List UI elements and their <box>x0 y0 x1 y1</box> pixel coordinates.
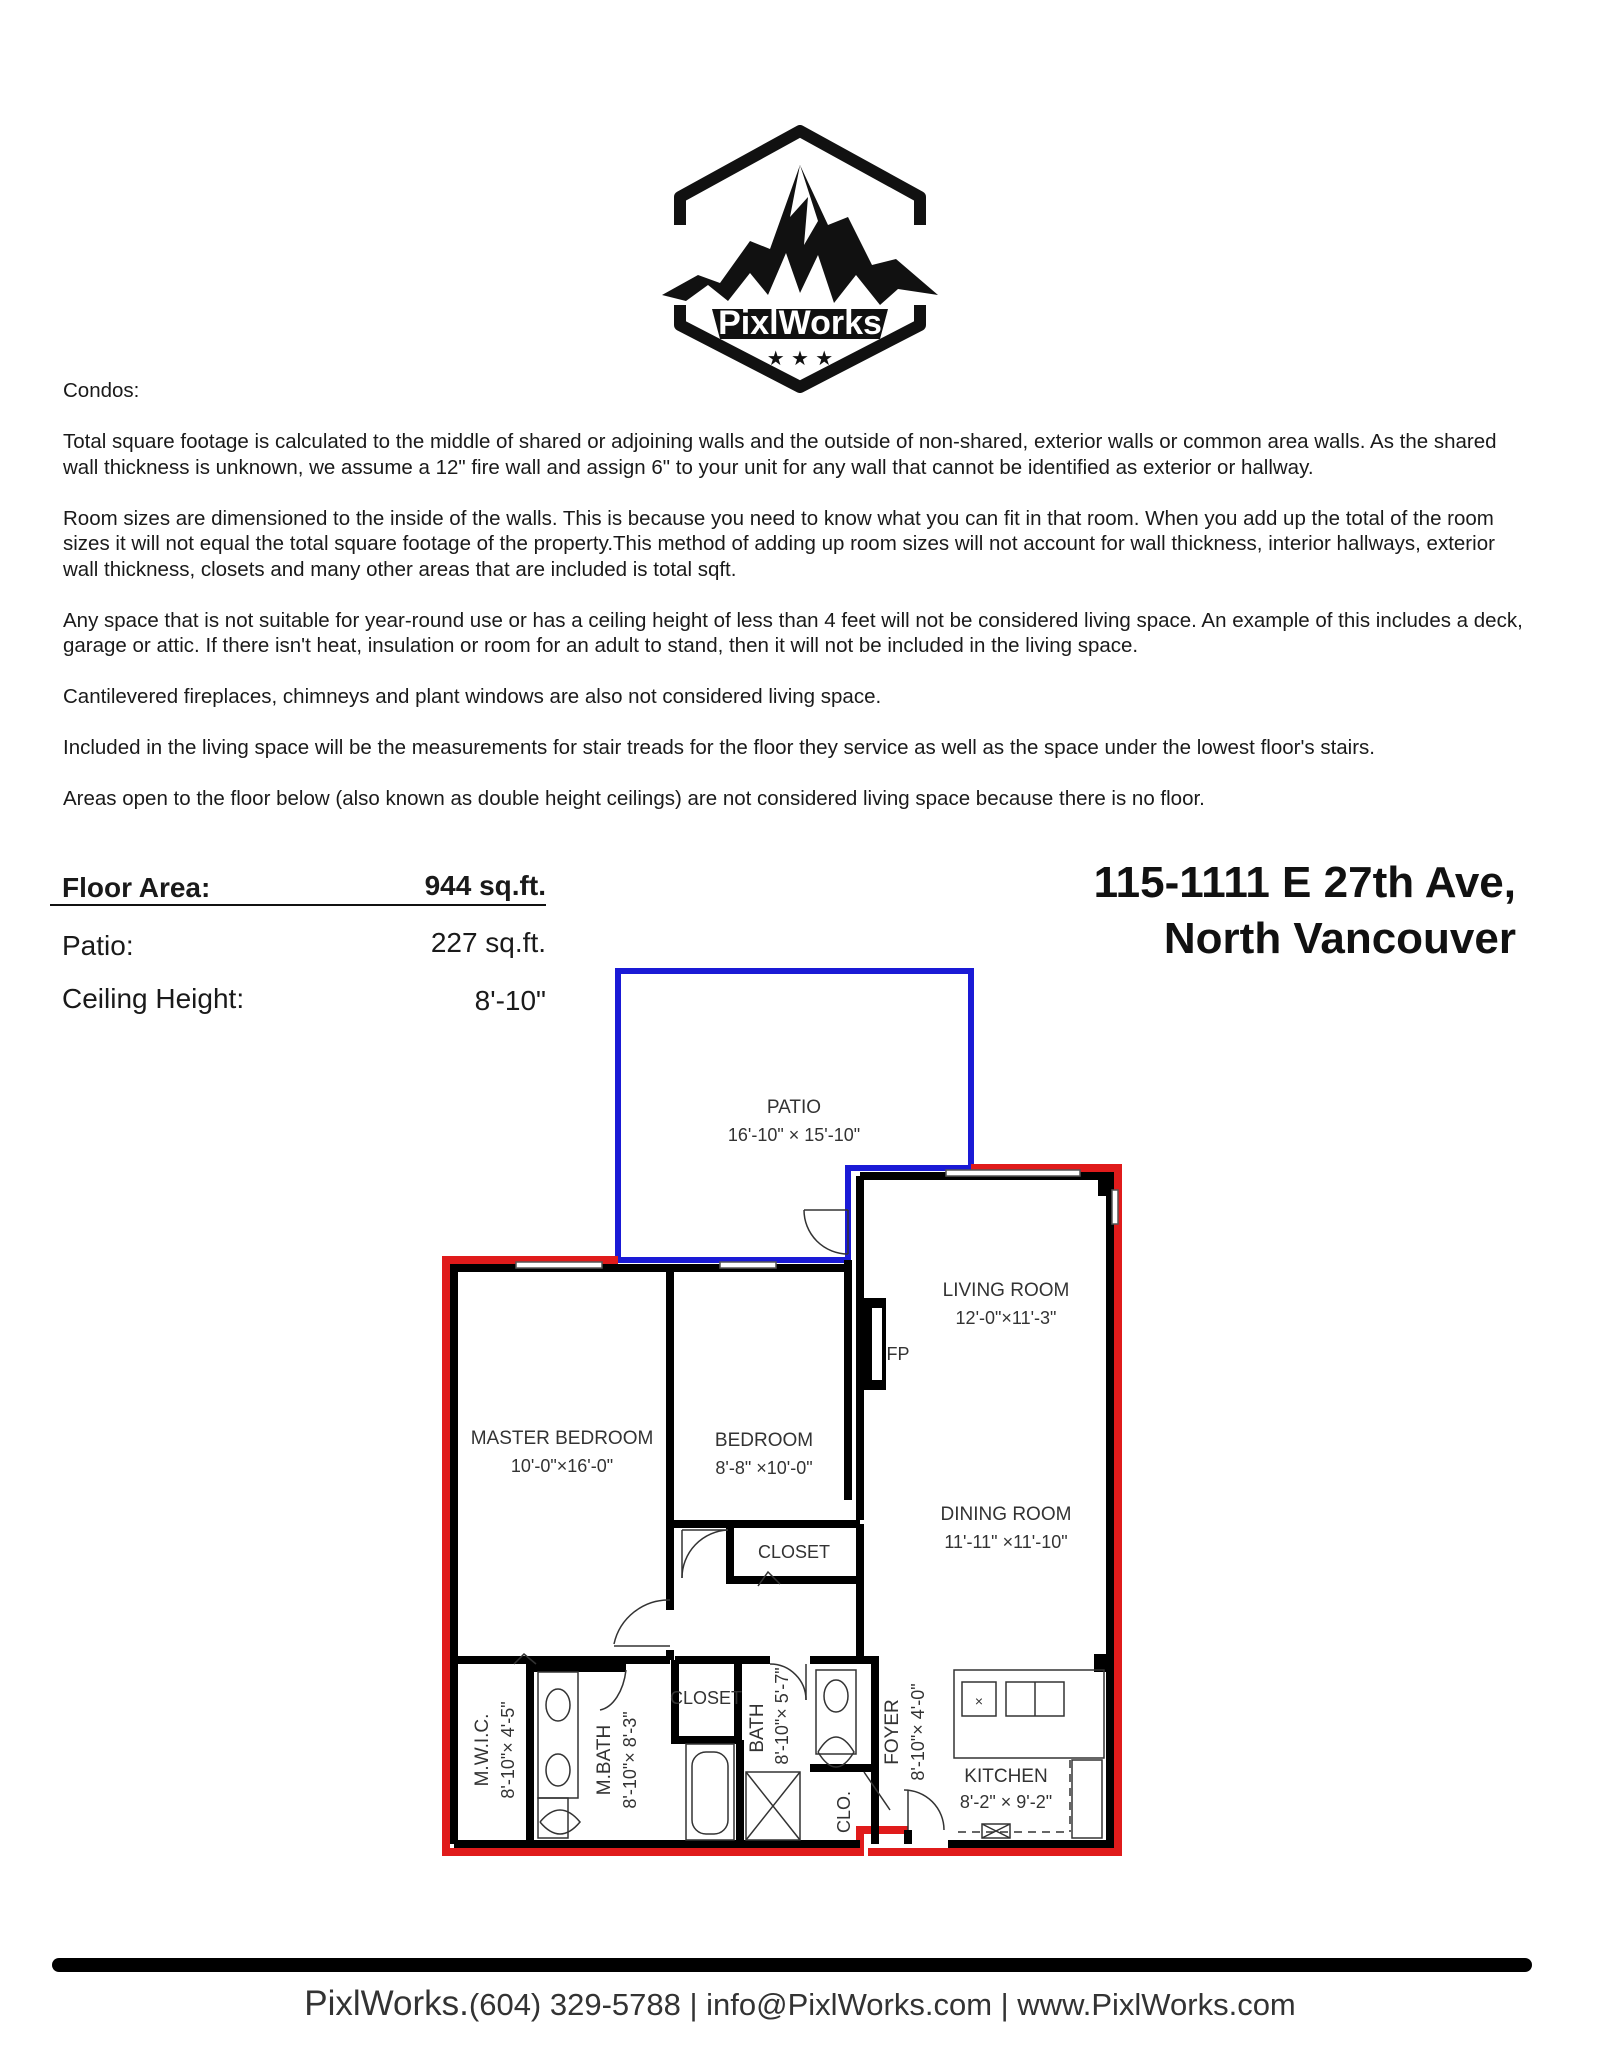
room-label-mbath: M.BATH <box>594 1724 615 1796</box>
floor-area-value: 944 sq.ft. <box>424 870 546 901</box>
patio-area-value: 227 sq.ft. <box>430 927 546 958</box>
logo-brand-text: PixlWorks <box>718 304 882 342</box>
room-label-foyer: FOYER <box>882 1699 903 1765</box>
room-label-mwic: M.W.I.C. <box>472 1713 493 1787</box>
notes-paragraph: Included in the living space will be the measurements for stair treads for the floor they service as well as the space under the lowest floor's stairs. <box>63 736 1375 759</box>
room-dims-patio: 16'-10" × 15'-10" <box>727 1125 861 1145</box>
floor-plan <box>430 960 1150 1860</box>
room-label-patio: PATIO <box>766 1097 822 1118</box>
room-label-master: MASTER BEDROOM <box>470 1428 654 1449</box>
room-label-bedroom: BEDROOM <box>714 1430 814 1451</box>
fireplace-insert <box>872 1308 882 1380</box>
footer-website: www.PixlWorks.com <box>1017 1987 1296 2022</box>
room-dims-mbath: 8'-10"× 8'-3" <box>620 1711 640 1809</box>
footer-phone: (604) 329-5788 <box>468 1987 681 2022</box>
room-dims-kitchen: 8'-2" × 9'-2" <box>959 1792 1053 1812</box>
footer-separator: | <box>680 1987 707 2022</box>
pixlworks-logo <box>658 125 942 393</box>
footer-brand: PixlWorks. <box>304 1984 469 2023</box>
floor-area-label: Floor Area: <box>62 872 211 903</box>
room-dims-bath: 8'-10"× 5'-7" <box>772 1667 792 1765</box>
logo-stars-icon: ★ ★ ★ <box>766 346 834 370</box>
room-dims-bedroom: 8'-8" ×10'-0" <box>715 1458 813 1478</box>
room-label-closet-1: CLOSET <box>757 1542 831 1562</box>
svg-text:×: × <box>974 1693 984 1709</box>
room-dims-mwic: 8'-10"× 4'-5" <box>498 1701 518 1799</box>
room-dims-master: 10'-0"×16'-0" <box>510 1456 614 1476</box>
room-dims-dining: 11'-11" ×11'-10" <box>944 1532 1068 1552</box>
notes-paragraph: Any space that is not suitable for year-round use or has a ceiling height of less than 4 feet will not be considered living space. An example of this includes a deck, garage or attic. If there isn't heat, insulation or room for an adult to stand, then it will not be included in the living space. <box>63 608 1523 657</box>
footer-contact <box>0 1984 1600 2024</box>
room-label-closet-2: CLOSET <box>669 1688 743 1708</box>
room-label-clo: CLO. <box>834 1790 854 1834</box>
sqft-notes <box>63 378 1533 837</box>
footer-email: info@PixlWorks.com <box>706 1987 993 2022</box>
notes-paragraph: Cantilevered fireplaces, chimneys and plant windows are also not considered living space. <box>63 685 882 708</box>
notes-paragraph: Areas open to the floor below (also known as double height ceilings) are not considered living space because there is no floor. <box>63 787 1205 810</box>
windows <box>516 1170 1118 1268</box>
room-dims-foyer: 8'-10"× 4'-0" <box>908 1683 928 1781</box>
address-line-2: North Vancouver <box>1163 914 1516 963</box>
footer-separator: | <box>992 1987 1018 2022</box>
address-line-1: 115-1111 E 27th Ave, <box>1093 858 1516 907</box>
room-label-kitchen: KITCHEN <box>964 1766 1048 1787</box>
notes-paragraph: Room sizes are dimensioned to the inside of the walls. This is because you need to know what you can fit in that room. When you add up the total of the room sizes it will not equal the total square footage of the property.This method of adding up room sizes will not account for wall thickness, interior hallways, exterior wall thickness, closets and many other areas that are included is total sqft. <box>63 506 1495 581</box>
notes-heading: Condos: <box>63 379 140 402</box>
room-dims-living: 12'-0"×11'-3" <box>955 1308 1057 1328</box>
ceiling-height-label: Ceiling Height: <box>62 983 245 1014</box>
room-label-living: LIVING ROOM <box>942 1280 1070 1301</box>
floor-area-divider <box>50 904 546 906</box>
notes-paragraph: Total square footage is calculated to the middle of shared or adjoining walls and the outside of non-shared, exterior walls or common area walls. As the shared wall thickness is unknown, we assume a 12" fire wall and assign 6" to your unit for any wall that cannot be identified as exterior or hallway. <box>63 430 1497 479</box>
footer-divider <box>52 1958 1532 1972</box>
room-label-fp: FP <box>886 1344 910 1364</box>
room-label-bath: BATH <box>747 1703 768 1753</box>
room-label-dining: DINING ROOM <box>940 1504 1072 1525</box>
patio-area-label: Patio: <box>62 930 134 961</box>
patio-lower-edge <box>616 1168 971 1260</box>
ceiling-height-value: 8'-10" <box>474 985 546 1016</box>
